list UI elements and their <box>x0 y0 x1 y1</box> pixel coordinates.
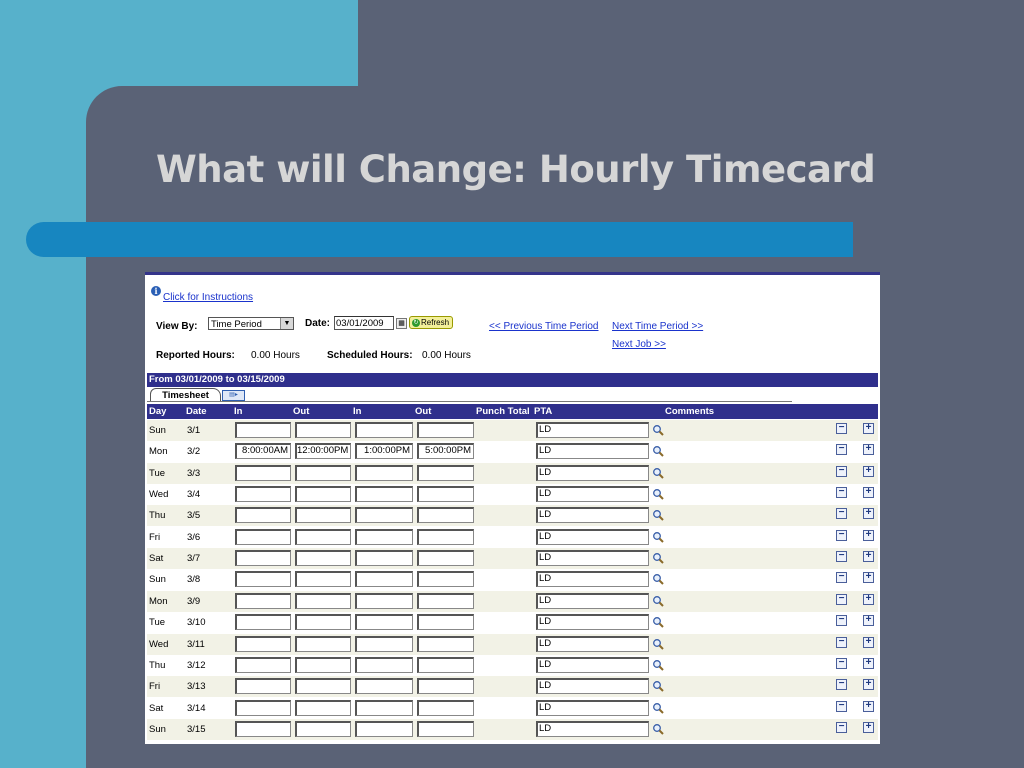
table-row <box>147 527 878 548</box>
minus-icon[interactable]: − <box>836 615 847 626</box>
in-time-field-1[interactable] <box>235 486 291 502</box>
plus-icon[interactable]: + <box>863 423 874 434</box>
view-by-select[interactable] <box>208 317 294 330</box>
table-header <box>147 404 878 419</box>
info-icon: i <box>151 286 161 296</box>
magnifier-icon[interactable] <box>652 509 664 521</box>
out-time-field-2[interactable] <box>417 678 474 694</box>
column-header-in-1: In <box>234 406 243 417</box>
tab-timesheet[interactable]: Timesheet <box>150 388 221 402</box>
date-cell: 3/15 <box>187 723 206 735</box>
day-cell: Sat <box>149 702 164 714</box>
pta-field[interactable]: LD <box>536 614 649 630</box>
out-time-field-2[interactable]: 5:00:00PM <box>417 443 474 459</box>
tab-divider <box>147 401 792 402</box>
out-time-field-2[interactable] <box>417 657 474 673</box>
pta-field[interactable]: LD <box>536 721 649 737</box>
day-cell: Tue <box>149 467 166 479</box>
date-cell: 3/10 <box>187 617 206 629</box>
date-cell: 3/13 <box>187 681 206 693</box>
table-row <box>147 441 878 462</box>
pta-field[interactable]: LD <box>536 571 649 587</box>
table-row <box>147 548 878 569</box>
minus-icon[interactable]: − <box>836 466 847 477</box>
date-cell: 3/7 <box>187 553 201 565</box>
refresh-label: Refresh <box>421 318 450 327</box>
pta-field[interactable]: LD <box>536 465 649 481</box>
magnifier-icon[interactable] <box>652 680 664 692</box>
out-time-field-2[interactable] <box>417 507 474 523</box>
next-job-link[interactable]: Next Job >> <box>612 339 666 350</box>
pta-field[interactable]: LD <box>536 700 649 716</box>
in-time-field-2[interactable] <box>355 657 413 673</box>
in-time-field-1[interactable] <box>235 593 291 609</box>
in-time-field-1[interactable] <box>235 614 291 630</box>
column-header-date: Date <box>186 406 207 417</box>
column-header-punch-total: Punch Total <box>476 406 530 417</box>
next-time-period-link[interactable]: Next Time Period >> <box>612 321 704 332</box>
out-time-field-2[interactable] <box>417 614 474 630</box>
pta-field[interactable]: LD <box>536 636 649 652</box>
plus-icon[interactable]: + <box>863 530 874 541</box>
view-by-label: View By: <box>156 321 198 332</box>
in-time-field-2[interactable] <box>355 507 413 523</box>
plus-icon[interactable]: + <box>863 508 874 519</box>
plus-icon[interactable]: + <box>863 637 874 648</box>
instructions-link[interactable]: Click for Instructions <box>163 292 254 303</box>
scheduled-hours-value: 0.00 Hours <box>422 350 471 361</box>
in-time-field-2[interactable] <box>355 721 413 737</box>
day-cell: Mon <box>149 595 168 607</box>
table-row <box>147 569 878 590</box>
day-cell: Sat <box>149 553 164 565</box>
out-time-field-1[interactable] <box>295 636 351 652</box>
day-cell: Fri <box>149 531 161 543</box>
minus-icon[interactable]: − <box>836 637 847 648</box>
date-cell: 3/3 <box>187 467 201 479</box>
minus-icon[interactable]: − <box>836 572 847 583</box>
refresh-button[interactable] <box>409 316 453 329</box>
magnifier-icon[interactable] <box>652 445 664 457</box>
in-time-field-1[interactable] <box>235 636 291 652</box>
plus-icon[interactable]: + <box>863 701 874 712</box>
out-time-field-1[interactable] <box>295 571 351 587</box>
in-time-field-1[interactable] <box>235 678 291 694</box>
out-time-field-2[interactable] <box>417 721 474 737</box>
pta-field[interactable]: LD <box>536 443 649 459</box>
in-time-field-1[interactable] <box>235 422 291 438</box>
plus-icon[interactable]: + <box>863 722 874 733</box>
day-cell: Thu <box>149 510 166 522</box>
slide-title: What will Change: Hourly Timecard <box>156 148 876 191</box>
in-time-field-2[interactable] <box>355 614 413 630</box>
view-by-value: Time Period <box>211 319 262 330</box>
period-heading: From 03/01/2009 to 03/15/2009 <box>147 373 878 387</box>
magnifier-icon[interactable] <box>652 638 664 650</box>
show-all-columns-icon[interactable]: ▤▸ <box>222 390 245 401</box>
reported-hours-value: 0.00 Hours <box>251 350 300 361</box>
date-cell: 3/14 <box>187 702 206 714</box>
minus-icon[interactable]: − <box>836 444 847 455</box>
in-time-field-2[interactable] <box>355 571 413 587</box>
minus-icon[interactable]: − <box>836 679 847 690</box>
table-row <box>147 591 878 612</box>
plus-icon[interactable]: + <box>863 551 874 562</box>
calendar-icon[interactable]: ▦ <box>396 318 407 329</box>
column-header-out-1: Out <box>293 406 310 417</box>
in-time-field-1[interactable] <box>235 721 291 737</box>
day-cell: Mon <box>149 446 168 458</box>
in-time-field-2[interactable] <box>355 700 413 716</box>
in-time-field-2[interactable] <box>355 465 413 481</box>
magnifier-icon[interactable] <box>652 616 664 628</box>
magnifier-icon[interactable] <box>652 467 664 479</box>
plus-icon[interactable]: + <box>863 679 874 690</box>
day-cell: Sun <box>149 425 166 436</box>
plus-icon[interactable]: + <box>863 466 874 477</box>
plus-icon[interactable]: + <box>863 444 874 455</box>
out-time-field-1[interactable] <box>295 529 351 545</box>
out-time-field-2[interactable] <box>417 636 474 652</box>
out-time-field-2[interactable] <box>417 529 474 545</box>
magnifier-icon[interactable] <box>652 573 664 585</box>
in-time-field-1[interactable] <box>235 657 291 673</box>
in-time-field-1[interactable] <box>235 700 291 716</box>
day-cell: Fri <box>149 681 161 693</box>
out-time-field-1[interactable] <box>295 422 351 438</box>
refresh-icon: ↻ <box>413 319 419 326</box>
date-cell: 3/6 <box>187 531 201 543</box>
minus-icon[interactable]: − <box>836 701 847 712</box>
out-time-field-1[interactable] <box>295 700 351 716</box>
date-cell: 3/9 <box>187 595 201 607</box>
magnifier-icon[interactable] <box>652 659 664 671</box>
timecard-screenshot <box>145 272 880 744</box>
pta-field[interactable]: LD <box>536 550 649 566</box>
in-time-field-2[interactable] <box>355 422 413 438</box>
date-label: Date: <box>305 318 331 329</box>
top-border <box>145 272 880 275</box>
date-cell: 3/2 <box>187 446 201 458</box>
magnifier-icon[interactable] <box>652 552 664 564</box>
magnifier-icon[interactable] <box>652 424 664 436</box>
out-time-field-2[interactable] <box>417 422 474 438</box>
column-header-day: Day <box>149 406 167 417</box>
scheduled-hours-label: Scheduled Hours: <box>327 350 413 361</box>
table-row <box>147 420 878 441</box>
dropdown-arrow-icon[interactable]: ▼ <box>280 318 293 329</box>
day-cell: Sun <box>149 574 166 586</box>
date-cell: 3/1 <box>187 425 201 436</box>
date-input[interactable]: 03/01/2009 <box>334 316 394 330</box>
out-time-field-2[interactable] <box>417 550 474 566</box>
plus-icon[interactable]: + <box>863 572 874 583</box>
table-row <box>147 612 878 633</box>
column-header-pta: PTA <box>534 406 553 417</box>
in-time-field-2[interactable] <box>355 636 413 652</box>
plus-icon[interactable]: + <box>863 594 874 605</box>
in-time-field-1[interactable]: 8:00:00AM <box>235 443 291 459</box>
pta-field[interactable]: LD <box>536 529 649 545</box>
minus-icon[interactable]: − <box>836 551 847 562</box>
in-time-field-2[interactable]: 1:00:00PM <box>355 443 413 459</box>
plus-icon[interactable]: + <box>863 658 874 669</box>
column-header-in-2: In <box>353 406 362 417</box>
pta-field[interactable]: LD <box>536 593 649 609</box>
plus-icon[interactable]: + <box>863 487 874 498</box>
column-header-comments: Comments <box>665 406 715 417</box>
day-cell: Wed <box>149 638 169 650</box>
out-time-field-1[interactable] <box>295 507 351 523</box>
table-row <box>147 634 878 655</box>
minus-icon[interactable]: − <box>836 508 847 519</box>
out-time-field-2[interactable] <box>417 486 474 502</box>
day-cell: Wed <box>149 489 169 501</box>
minus-icon[interactable]: − <box>836 658 847 669</box>
day-cell: Tue <box>149 617 166 629</box>
in-time-field-2[interactable] <box>355 529 413 545</box>
table-row <box>147 676 878 697</box>
magnifier-icon[interactable] <box>652 531 664 543</box>
minus-icon[interactable]: − <box>836 487 847 498</box>
date-cell: 3/4 <box>187 489 201 501</box>
minus-icon[interactable]: − <box>836 722 847 733</box>
day-cell: Thu <box>149 659 166 671</box>
in-time-field-1[interactable] <box>235 465 291 481</box>
pta-field[interactable]: LD <box>536 657 649 673</box>
out-time-field-1[interactable] <box>295 486 351 502</box>
date-cell: 3/12 <box>187 659 206 671</box>
out-time-field-1[interactable] <box>295 721 351 737</box>
out-time-field-2[interactable] <box>417 571 474 587</box>
out-time-field-1[interactable] <box>295 465 351 481</box>
in-time-field-2[interactable] <box>355 550 413 566</box>
day-cell: Sun <box>149 723 166 735</box>
in-time-field-1[interactable] <box>235 529 291 545</box>
table-row <box>147 463 878 484</box>
table-row <box>147 655 878 676</box>
date-cell: 3/8 <box>187 574 201 586</box>
previous-time-period-link[interactable]: << Previous Time Period <box>489 321 599 332</box>
out-time-field-1[interactable] <box>295 678 351 694</box>
in-time-field-2[interactable] <box>355 678 413 694</box>
column-header-out-2: Out <box>415 406 432 417</box>
pta-field[interactable]: LD <box>536 507 649 523</box>
minus-icon[interactable]: − <box>836 423 847 434</box>
magnifier-icon[interactable] <box>652 702 664 714</box>
in-time-field-1[interactable] <box>235 550 291 566</box>
date-cell: 3/5 <box>187 510 201 522</box>
out-time-field-2[interactable] <box>417 700 474 716</box>
out-time-field-2[interactable] <box>417 593 474 609</box>
slide-accent-bar <box>26 222 853 257</box>
out-time-field-1[interactable] <box>295 593 351 609</box>
in-time-field-1[interactable] <box>235 571 291 587</box>
out-time-field-1[interactable] <box>295 550 351 566</box>
magnifier-icon[interactable] <box>652 488 664 500</box>
magnifier-icon[interactable] <box>652 595 664 607</box>
table-row <box>147 484 878 505</box>
plus-icon[interactable]: + <box>863 615 874 626</box>
out-time-field-2[interactable] <box>417 465 474 481</box>
in-time-field-2[interactable] <box>355 486 413 502</box>
minus-icon[interactable]: − <box>836 530 847 541</box>
in-time-field-2[interactable] <box>355 593 413 609</box>
pta-field[interactable]: LD <box>536 422 649 438</box>
date-cell: 3/11 <box>187 638 205 650</box>
pta-field[interactable]: LD <box>536 486 649 502</box>
table-row <box>147 698 878 719</box>
out-time-field-1[interactable] <box>295 614 351 630</box>
table-row <box>147 719 878 740</box>
reported-hours-label: Reported Hours: <box>156 350 235 361</box>
out-time-field-1[interactable] <box>295 657 351 673</box>
table-row <box>147 505 878 526</box>
magnifier-icon[interactable] <box>652 723 664 735</box>
minus-icon[interactable]: − <box>836 594 847 605</box>
pta-field[interactable]: LD <box>536 678 649 694</box>
out-time-field-1[interactable]: 12:00:00PM <box>295 443 351 459</box>
in-time-field-1[interactable] <box>235 507 291 523</box>
